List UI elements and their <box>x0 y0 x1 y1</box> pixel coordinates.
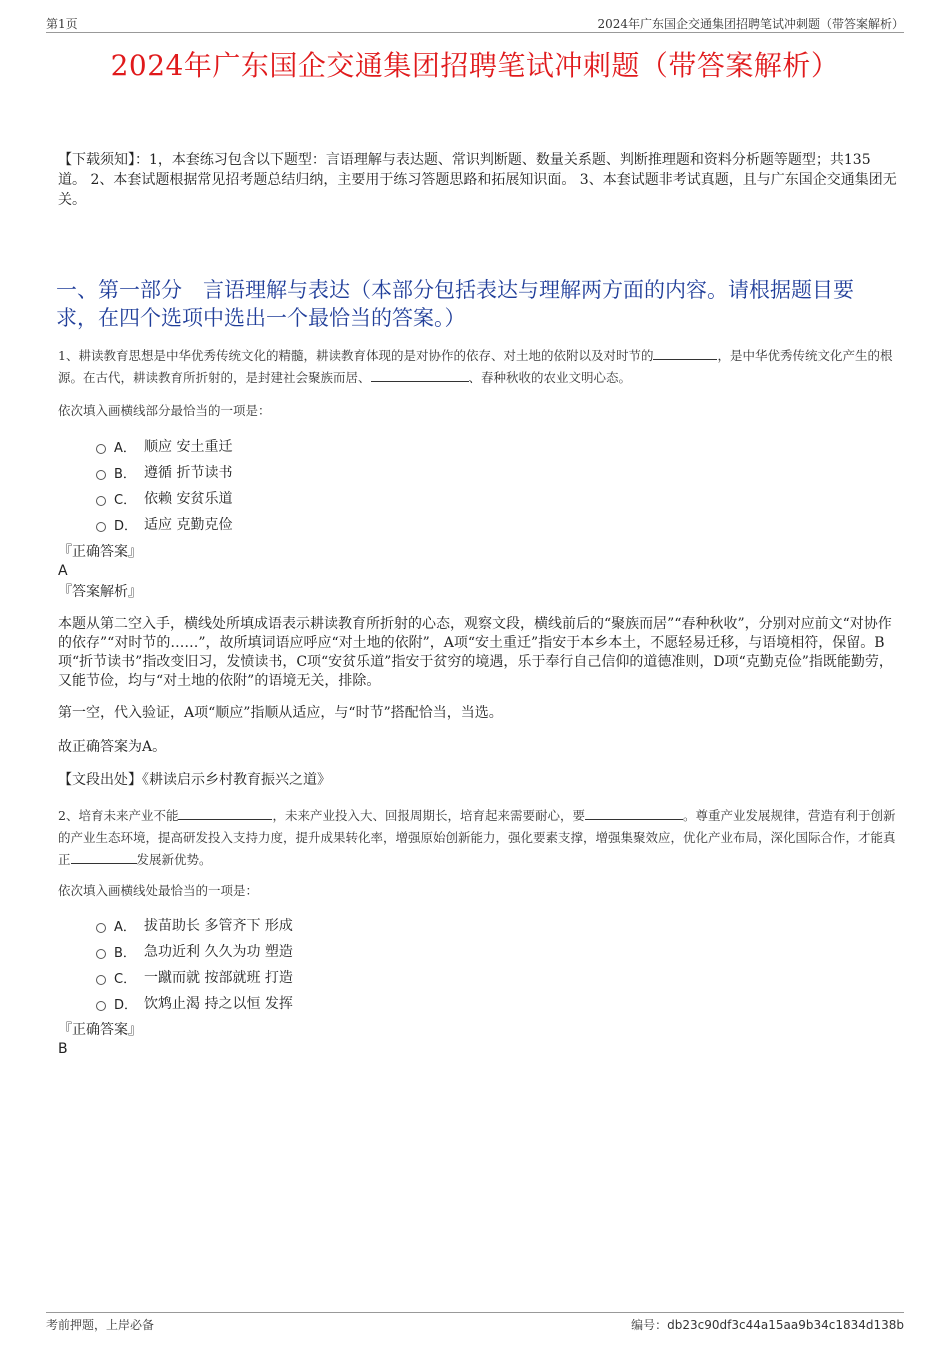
fill-blank <box>178 805 272 820</box>
fill-blank <box>653 345 717 360</box>
radio-icon[interactable] <box>96 496 106 506</box>
download-notice: 【下载须知】：1，本套练习包含以下题型：言语理解与表达题、常识判断题、数量关系题、判断推理题和资料分析题等题型；共135道。 2、本套试题根据常见招考题总结归纳，主要用于练习答题思路和拓展知识面。 3、本套试题非考试真题，且与广东国企交通集团无关。 <box>58 152 897 208</box>
document-code <box>631 1316 904 1333</box>
passage-source: 【文段出处】《耕读启示乡村教育振兴之道》 <box>58 772 331 788</box>
option-a[interactable] <box>96 433 232 459</box>
fill-blank <box>371 367 469 382</box>
analysis-label: 『答案解析』 <box>58 584 142 600</box>
option-letter: A． <box>114 919 136 935</box>
page-number: 第1页 <box>46 17 78 31</box>
option-d[interactable] <box>96 511 232 537</box>
option-letter: C． <box>114 971 137 987</box>
question-1-prompt: 依次填入画横线部分最恰当的一项是： <box>58 403 271 418</box>
option-text: 适应 克勤克俭 <box>144 517 233 533</box>
radio-icon[interactable] <box>96 470 106 480</box>
question-2-answer <box>58 1019 894 1057</box>
question-1-options <box>96 433 232 537</box>
answer-label: 『正确答案』 <box>58 1022 142 1038</box>
document-title: 2024年广东国企交通集团招聘笔试冲刺题（带答案解析） <box>110 49 840 82</box>
question-1-text-part: 、春种秋收的农业文明心态。 <box>468 370 632 385</box>
code-value: db23c90df3c44a15aa9b34c1834d138b <box>667 1318 904 1332</box>
option-letter: A． <box>114 440 136 456</box>
radio-icon[interactable] <box>96 975 106 985</box>
option-text: 一蹴而就 按部就班 打造 <box>144 970 293 986</box>
question-2-text-part: 发展新优势。 <box>136 852 212 867</box>
fill-blank <box>71 849 137 864</box>
option-text: 顺应 安土重迁 <box>144 439 233 455</box>
footer-slogan: 考前押题，上岸必备 <box>46 1318 155 1332</box>
option-b[interactable] <box>96 459 232 485</box>
answer-label: 『正确答案』 <box>58 544 142 560</box>
option-letter: D． <box>114 518 138 534</box>
option-text: 遵循 折节读书 <box>144 465 233 481</box>
radio-icon[interactable] <box>96 949 106 959</box>
answer-value: B <box>58 1041 68 1057</box>
header-doc-title: 2024年广东国企交通集团招聘笔试冲刺题（带答案解析） <box>597 17 904 31</box>
fill-blank <box>585 805 683 820</box>
option-text: 拔苗助长 多管齐下 形成 <box>144 918 293 934</box>
answer-value: A <box>58 563 68 579</box>
question-2-text-part: ，未来产业投入大、回报周期长，培育起来需要耐心，要 <box>272 808 585 823</box>
radio-icon[interactable] <box>96 444 106 454</box>
option-text: 饮鸩止渴 持之以恒 发挥 <box>144 996 293 1012</box>
option-text: 急功近利 久久为功 塑造 <box>144 944 293 960</box>
page-footer <box>46 1312 904 1333</box>
question-1-text <box>58 345 898 389</box>
analysis-paragraph: 本题从第二空入手，横线处所填成语表示耕读教育所折射的心态，观察文段，横线前后的“聚族而居”“春种秋收”，分别对应前文“对协作的依存”“对时节的……”，故所填词语应呼应“对土地的依附”，A项“安土重迁”指安于本乡本土，不愿轻易迁移，与语境相符，保留。B项“折节读书”指改变旧习，发愤读书，C项“安贫乐道”指安于贫穷的境遇，乐于奉行自己信仰的道德准则，D项“克勤克俭”指既能勤劳，又能节俭，均与“对土地的依附”的语境无关，排除。 <box>58 616 893 689</box>
radio-icon[interactable] <box>96 923 106 933</box>
question-1-answer <box>58 541 894 601</box>
code-label: 编号： <box>631 1318 668 1332</box>
option-c[interactable] <box>96 485 232 511</box>
question-2-prompt: 依次填入画横线处最恰当的一项是： <box>58 883 259 898</box>
analysis-conclusion: 故正确答案为A。 <box>58 739 167 755</box>
question-2-options <box>96 912 293 1016</box>
radio-icon[interactable] <box>96 522 106 532</box>
option-letter: D． <box>114 997 138 1013</box>
option-text: 依赖 安贫乐道 <box>144 491 233 507</box>
page-header <box>46 14 904 33</box>
question-2-text <box>58 805 898 871</box>
option-b[interactable] <box>96 938 293 964</box>
option-c[interactable] <box>96 964 293 990</box>
option-letter: B． <box>114 945 136 961</box>
question-1-text-part: 1、耕读教育思想是中华优秀传统文化的精髓，耕读教育体现的是对协作的依存、对土地的依附以及对时节的 <box>58 348 654 363</box>
analysis-paragraph: 第一空，代入验证，A项“顺应”指顺从适应，与“时节”搭配恰当，当选。 <box>58 705 503 721</box>
question-2-text-part: 2、培育未来产业不能 <box>58 808 179 823</box>
question-2-text-part: 。尊重产业发展规律，营造有利于创新的产业生态环境，提高研发投入支持力度，提升成果转化率，增强原始创新能力，强化要素支撑，增强集聚效应，优化产业布局，深化国际合作，才能真正 <box>58 808 896 867</box>
section-title: 一、第一部分 言语理解与表达（本部分包括表达与理解两方面的内容。请根据题目要求，在四个选项中选出一个最恰当的答案。） <box>56 278 854 330</box>
option-d[interactable] <box>96 990 293 1016</box>
option-letter: C． <box>114 492 137 508</box>
option-letter: B． <box>114 466 136 482</box>
radio-icon[interactable] <box>96 1001 106 1011</box>
question-1-text-part: ，是中华优秀传统文化产生的根源。在古代，耕读教育所折射的，是封建社会聚族而居、 <box>58 348 893 385</box>
option-a[interactable] <box>96 912 293 938</box>
